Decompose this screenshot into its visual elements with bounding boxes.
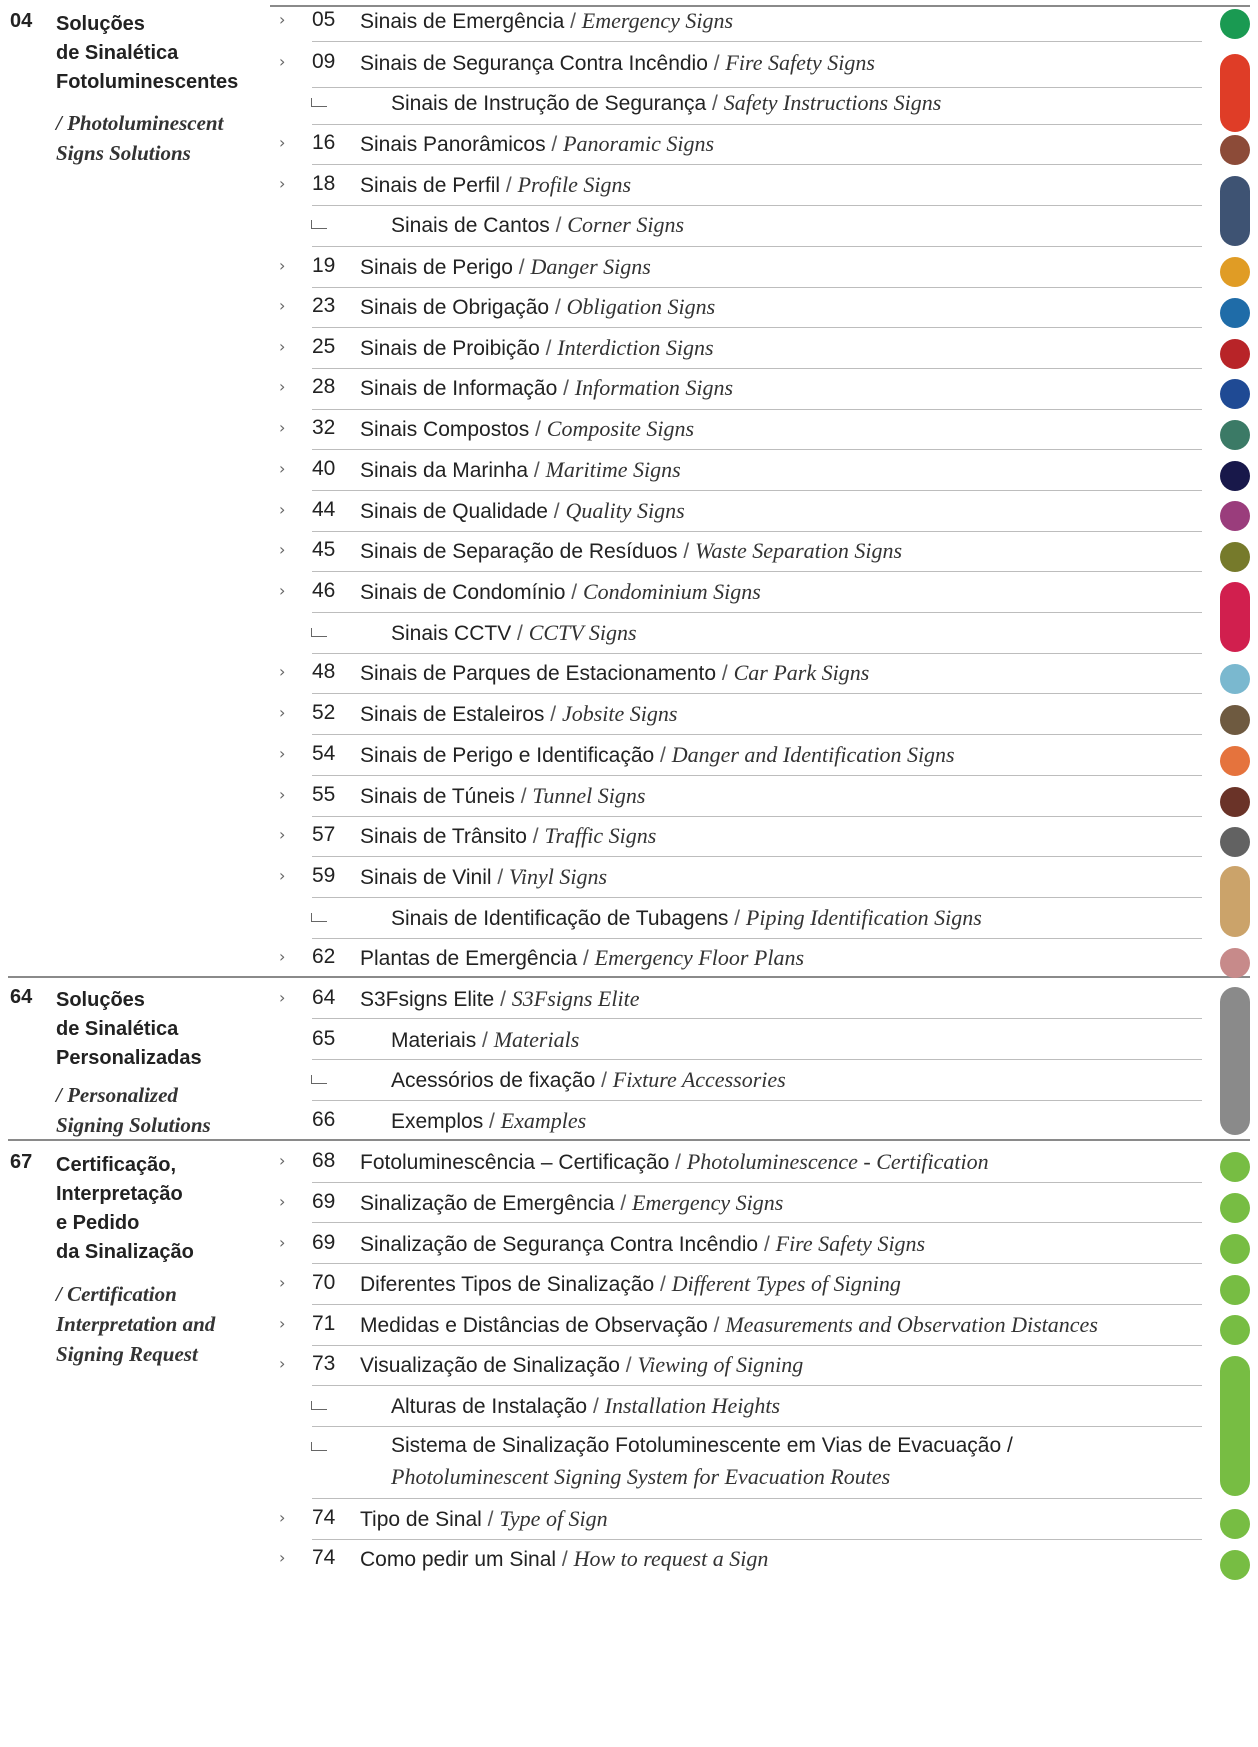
chevron-right-icon: ›	[279, 133, 286, 152]
page-number: 64	[312, 986, 336, 1009]
entry-title-en: Interdiction Signs	[557, 335, 714, 360]
separator-slash: /	[526, 825, 545, 848]
sub-item-corner-icon	[311, 1401, 327, 1410]
separator-slash: /	[758, 1233, 776, 1256]
page-number: 65	[312, 1027, 336, 1050]
category-color-marker	[1220, 705, 1250, 735]
page-number: 69	[312, 1190, 336, 1213]
entry-title-pt: Materiais	[391, 1029, 477, 1052]
separator-slash: /	[587, 1395, 605, 1418]
entry-label	[360, 742, 955, 768]
separator-slash: /	[716, 662, 734, 685]
sub-item-corner-icon	[311, 98, 327, 107]
row-divider	[312, 1059, 1202, 1060]
entry-title-en: Panoramic Signs	[563, 131, 715, 156]
entry-label	[360, 294, 715, 320]
chevron-right-icon: ›	[279, 256, 286, 275]
entry-title-en: Tunnel Signs	[532, 783, 646, 808]
entry-title-en: Measurements and Observation Distances	[725, 1312, 1098, 1337]
sub-item-corner-icon	[311, 913, 327, 922]
entry-label	[391, 620, 637, 646]
row-divider	[312, 816, 1202, 817]
entry-label	[360, 783, 645, 809]
entry-label	[360, 864, 607, 890]
entry-title-en: CCTV Signs	[528, 620, 637, 645]
separator-slash: /	[476, 1029, 494, 1052]
entry-title-pt: Sinais de Identificação de Tubagens	[391, 907, 729, 930]
separator-slash: /	[565, 581, 583, 604]
category-color-marker	[1220, 987, 1250, 1135]
chevron-right-icon: ›	[279, 1151, 286, 1170]
sub-item-corner-icon	[311, 1075, 327, 1084]
entry-label	[360, 457, 681, 483]
entry-title-en: Obligation Signs	[566, 294, 716, 319]
page-number: 74	[312, 1546, 336, 1569]
page-number: 23	[312, 294, 336, 317]
page-number: 52	[312, 701, 336, 724]
row-divider	[312, 490, 1202, 491]
row-divider	[312, 287, 1202, 288]
row-divider	[312, 1426, 1202, 1427]
chevron-right-icon: ›	[279, 1508, 286, 1527]
chevron-right-icon: ›	[279, 1354, 286, 1373]
entry-title-en: Materials	[493, 1027, 580, 1052]
entry-title-en: Safety Instructions Signs	[723, 90, 942, 115]
entry-title-en: Emergency Signs	[581, 8, 734, 33]
entry-title-pt: Sinais de Vinil	[360, 866, 492, 889]
page-number: 46	[312, 579, 336, 602]
entry-title-en: Fire Safety Signs	[725, 50, 875, 75]
entry-title-pt: Sinais de Obrigação	[360, 296, 550, 319]
chevron-right-icon: ›	[279, 1273, 286, 1292]
entry-label	[360, 1190, 783, 1216]
page-number: 62	[312, 945, 336, 968]
chevron-right-icon: ›	[279, 418, 286, 437]
chevron-right-icon: ›	[279, 1548, 286, 1567]
sub-item-corner-icon	[311, 628, 327, 637]
page-number: 55	[312, 783, 336, 806]
chevron-right-icon: ›	[279, 1233, 286, 1252]
entry-title-pt: Sinais de Separação de Resíduos	[360, 540, 678, 563]
entry-title-en: Waste Separation Signs	[695, 538, 903, 563]
separator-slash: /	[614, 1192, 632, 1215]
entry-title-pt: Sinais CCTV	[391, 622, 512, 645]
chevron-right-icon: ›	[279, 540, 286, 559]
chevron-right-icon: ›	[279, 866, 286, 885]
category-color-marker	[1220, 787, 1250, 817]
chevron-right-icon: ›	[279, 1314, 286, 1333]
separator-slash: /	[564, 10, 582, 33]
entry-title-pt: Exemplos	[391, 1110, 484, 1133]
separator-slash: /	[491, 866, 510, 889]
row-divider	[312, 1182, 1202, 1183]
entry-title-en: Emergency Floor Plans	[594, 945, 805, 970]
chevron-right-icon: ›	[279, 662, 286, 681]
entry-title-pt: S3Fsigns Elite	[360, 988, 495, 1011]
entry-title-pt: Alturas de Instalação	[391, 1395, 588, 1418]
separator-slash: /	[654, 1273, 672, 1296]
chevron-right-icon: ›	[279, 52, 286, 71]
category-color-marker	[1220, 339, 1250, 369]
row-divider	[312, 1263, 1202, 1264]
chevron-right-icon: ›	[279, 703, 286, 722]
row-divider	[312, 246, 1202, 247]
entry-title-pt: Sinais de Parques de Estacionamento	[360, 662, 717, 685]
entry-label	[391, 1393, 780, 1419]
row-divider	[312, 612, 1202, 613]
separator-slash: /	[654, 744, 672, 767]
chevron-right-icon: ›	[279, 174, 286, 193]
separator-slash: /	[707, 1314, 726, 1337]
separator-slash: /	[529, 418, 547, 441]
category-color-marker	[1220, 1152, 1250, 1182]
entry-title-pt: Sinais da Marinha	[360, 459, 529, 482]
row-divider	[312, 856, 1202, 857]
row-divider	[312, 1100, 1202, 1101]
separator-slash: /	[557, 377, 575, 400]
entry-label	[391, 1067, 786, 1093]
category-color-marker	[1220, 866, 1250, 937]
entry-title-en: Different Types of Signing	[671, 1271, 901, 1296]
entry-label	[360, 701, 677, 727]
section-number: 64	[10, 986, 33, 1008]
entry-label	[360, 1231, 925, 1257]
separator-slash: /	[577, 947, 595, 970]
entry-title-pt: Sinais de Perigo	[360, 256, 513, 279]
entry-label	[360, 1149, 989, 1175]
entry-title-en: Danger and Identification Signs	[671, 742, 955, 767]
category-color-marker	[1220, 135, 1250, 165]
category-color-marker	[1220, 948, 1250, 978]
entry-title-en: Corner Signs	[567, 212, 685, 237]
section-divider	[8, 976, 1250, 978]
category-color-marker	[1220, 827, 1250, 857]
entry-title-pt: Sinais de Estaleiros	[360, 703, 545, 726]
chevron-right-icon: ›	[279, 10, 286, 29]
entry-title-pt: Sistema de Sinalização Fotoluminescente em Vias de Evacuação /	[391, 1434, 1013, 1457]
separator-slash: /	[549, 296, 567, 319]
page-number: 28	[312, 375, 336, 398]
category-color-marker	[1220, 1356, 1250, 1496]
chevron-right-icon: ›	[279, 825, 286, 844]
entry-title-en: Composite Signs	[546, 416, 695, 441]
entry-title-pt: Diferentes Tipos de Sinalização	[360, 1273, 655, 1296]
row-divider	[312, 87, 1202, 88]
row-divider	[312, 1539, 1202, 1540]
section-title-pt: Certificação, Interpretação e Pedido da Sinalização	[56, 1154, 194, 1263]
entry-title-en: Piping Identification Signs	[745, 905, 982, 930]
page-number: 74	[312, 1506, 336, 1529]
entry-label	[360, 823, 656, 849]
row-divider	[312, 775, 1202, 776]
row-divider	[312, 1304, 1202, 1305]
entry-title-pt: Sinalização de Emergência	[360, 1192, 615, 1215]
category-color-marker	[1220, 176, 1250, 246]
entry-label	[360, 579, 761, 605]
entry-title-en: Profile Signs	[517, 172, 632, 197]
section-title-en: / Photoluminescent Signs Solutions	[56, 111, 224, 165]
entry-title-pt: Medidas e Distâncias de Observação	[360, 1314, 708, 1337]
entry-title-en: Vinyl Signs	[509, 864, 608, 889]
row-divider	[312, 693, 1202, 694]
entry-title-pt: Sinais Compostos	[360, 418, 530, 441]
chevron-right-icon: ›	[279, 337, 286, 356]
separator-slash: /	[500, 174, 518, 197]
page-number: 16	[312, 131, 336, 154]
entry-label	[360, 50, 875, 76]
category-color-marker	[1220, 1193, 1250, 1223]
entry-title-pt: Como pedir um Sinal	[360, 1548, 557, 1571]
separator-slash: /	[728, 907, 746, 930]
row-divider	[312, 41, 1202, 42]
separator-slash: /	[528, 459, 546, 482]
page-number: 45	[312, 538, 336, 561]
category-color-marker	[1220, 379, 1250, 409]
separator-slash: /	[547, 500, 566, 523]
row-divider	[312, 653, 1202, 654]
page-number: 48	[312, 660, 336, 683]
entry-label	[360, 131, 714, 157]
entry-label	[360, 660, 869, 686]
separator-slash: /	[595, 1069, 613, 1092]
separator-slash: /	[481, 1508, 500, 1531]
entry-label	[360, 335, 714, 361]
page-number: 09	[312, 50, 336, 73]
entry-label	[360, 1271, 901, 1297]
section-number: 04	[10, 10, 33, 32]
row-divider	[312, 1498, 1202, 1499]
entry-label	[360, 1546, 768, 1572]
section-title-en: / Personalized Signing Solutions	[56, 1083, 211, 1137]
entry-title-en: Installation Heights	[604, 1393, 781, 1418]
separator-slash: /	[539, 337, 558, 360]
entry-title-pt: Sinalização de Segurança Contra Incêndio	[360, 1233, 759, 1256]
page-number: 19	[312, 254, 336, 277]
page-number: 25	[312, 335, 336, 358]
chevron-right-icon: ›	[279, 785, 286, 804]
entry-title-pt: Sinais de Perfil	[360, 174, 501, 197]
top-divider	[270, 5, 1250, 7]
chevron-right-icon: ›	[279, 459, 286, 478]
entry-title-en: S3Fsigns Elite	[511, 986, 640, 1011]
entry-title-en: Photoluminescence - Certification	[686, 1149, 989, 1174]
entry-title-en: Examples	[500, 1108, 587, 1133]
entry-title-en: Emergency Signs	[632, 1190, 784, 1215]
row-divider	[312, 571, 1202, 572]
entry-title-pt: Sinais de Cantos	[391, 214, 550, 237]
entry-label	[360, 498, 685, 524]
chevron-right-icon: ›	[279, 744, 286, 763]
entry-title-en: Photoluminescent Signing System for Evacuation Routes	[391, 1464, 891, 1489]
entry-title-pt: Visualização de Sinalização	[360, 1354, 620, 1377]
entry-title-pt: Sinais de Segurança Contra Incêndio	[360, 52, 708, 75]
chevron-right-icon: ›	[279, 377, 286, 396]
row-divider	[312, 531, 1202, 532]
separator-slash: /	[677, 540, 696, 563]
entry-title-en: How to request a Sign	[573, 1546, 769, 1571]
page-number: 73	[312, 1352, 336, 1375]
row-divider	[312, 164, 1202, 165]
separator-slash: /	[512, 256, 531, 279]
entry-label	[360, 375, 733, 401]
entry-title-pt: Sinais de Condomínio	[360, 581, 566, 604]
entry-title-en: Maritime Signs	[545, 457, 681, 482]
category-color-marker	[1220, 1234, 1250, 1264]
row-divider	[312, 897, 1202, 898]
category-color-marker	[1220, 9, 1250, 39]
entry-label	[391, 1108, 586, 1134]
entry-title-pt: Sinais de Proibição	[360, 337, 540, 360]
entry-label	[360, 945, 804, 971]
entry-title-en: Condominium Signs	[582, 579, 761, 604]
row-divider	[312, 734, 1202, 735]
row-divider	[312, 1345, 1202, 1346]
category-color-marker	[1220, 54, 1250, 132]
separator-slash: /	[619, 1354, 638, 1377]
entry-title-en: Viewing of Signing	[637, 1352, 804, 1377]
row-divider	[312, 1018, 1202, 1019]
entry-title-pt: Acessórios de fixação	[391, 1069, 596, 1092]
row-divider	[312, 205, 1202, 206]
category-color-marker	[1220, 420, 1250, 450]
category-color-marker	[1220, 746, 1250, 776]
separator-slash: /	[511, 622, 529, 645]
page-number: 69	[312, 1231, 336, 1254]
entry-title-pt: Sinais de Qualidade	[360, 500, 548, 523]
chevron-right-icon: ›	[279, 988, 286, 1007]
category-color-marker	[1220, 1315, 1250, 1345]
page-number: 68	[312, 1149, 336, 1172]
entry-title-en: Quality Signs	[565, 498, 685, 523]
entry-title-en: Traffic Signs	[544, 823, 657, 848]
separator-slash: /	[556, 1548, 574, 1571]
entry-title-en: Type of Sign	[499, 1506, 608, 1531]
entry-title-pt: Tipo de Sinal	[360, 1508, 482, 1531]
row-divider	[312, 1385, 1202, 1386]
entry-title-pt: Sinais de Instrução de Segurança	[391, 92, 707, 115]
section-title-en: / Certification Interpretation and Signing Request	[56, 1282, 216, 1366]
entry-title-en: Fire Safety Signs	[775, 1231, 926, 1256]
separator-slash: /	[494, 988, 512, 1011]
page-number: 40	[312, 457, 336, 480]
section-title-pt: Soluções de Sinalética Fotoluminescentes	[56, 13, 239, 93]
entry-label	[360, 538, 902, 564]
entry-title-pt: Plantas de Emergência	[360, 947, 578, 970]
row-divider	[312, 1222, 1202, 1223]
entry-title-en: Information Signs	[574, 375, 734, 400]
entry-title-en: Danger Signs	[530, 254, 651, 279]
sub-item-corner-icon	[311, 220, 327, 229]
entry-title-pt: Sinais de Túneis	[360, 785, 515, 808]
chevron-right-icon: ›	[279, 947, 286, 966]
category-color-marker	[1220, 298, 1250, 328]
entry-label	[360, 254, 651, 280]
page-number: 66	[312, 1108, 336, 1131]
entry-label	[391, 905, 982, 931]
entry-label	[360, 172, 631, 198]
row-divider	[312, 938, 1202, 939]
row-divider	[312, 409, 1202, 410]
row-divider	[312, 327, 1202, 328]
sub-item-corner-icon	[311, 1442, 327, 1451]
separator-slash: /	[544, 703, 562, 726]
row-divider	[312, 124, 1202, 125]
entry-label	[360, 986, 639, 1012]
category-color-marker	[1220, 664, 1250, 694]
chevron-right-icon: ›	[279, 296, 286, 315]
page-number: 57	[312, 823, 336, 846]
page-number: 05	[312, 8, 336, 31]
entry-label	[360, 416, 694, 442]
separator-slash: /	[545, 133, 564, 156]
chevron-right-icon: ›	[279, 581, 286, 600]
category-color-marker	[1220, 1509, 1250, 1539]
row-divider	[312, 449, 1202, 450]
section-title-pt: Soluções de Sinalética Personalizadas	[56, 989, 202, 1069]
entry-label	[391, 90, 941, 116]
category-color-marker	[1220, 582, 1250, 652]
page-number: 71	[312, 1312, 336, 1335]
category-color-marker	[1220, 1550, 1250, 1580]
separator-slash: /	[514, 785, 533, 808]
category-color-marker	[1220, 501, 1250, 531]
entry-label	[360, 1352, 803, 1378]
category-color-marker	[1220, 461, 1250, 491]
entry-label	[360, 1312, 1098, 1338]
entry-label	[360, 8, 733, 34]
separator-slash: /	[483, 1110, 501, 1133]
page-number: 59	[312, 864, 336, 887]
page-number: 70	[312, 1271, 336, 1294]
entry-title-pt: Sinais Panorâmicos	[360, 133, 546, 156]
entry-title-en: Fixture Accessories	[612, 1067, 786, 1092]
entry-title-pt: Sinais de Trânsito	[360, 825, 527, 848]
category-color-marker	[1220, 542, 1250, 572]
section-number: 67	[10, 1151, 33, 1173]
entry-title-en: Jobsite Signs	[561, 701, 678, 726]
category-color-marker	[1220, 1275, 1250, 1305]
entry-title-pt: Fotoluminescência – Certificação	[360, 1151, 670, 1174]
entry-label	[391, 212, 684, 238]
page-number: 44	[312, 498, 336, 521]
page-number: 32	[312, 416, 336, 439]
chevron-right-icon: ›	[279, 1192, 286, 1211]
entry-label	[360, 1506, 608, 1532]
page-number: 54	[312, 742, 336, 765]
entry-label	[391, 1027, 579, 1053]
section-divider	[8, 1139, 1250, 1141]
category-color-marker	[1220, 257, 1250, 287]
entry-title-pt: Sinais de Informação	[360, 377, 558, 400]
row-divider	[312, 368, 1202, 369]
entry-title-pt: Sinais de Perigo e Identificação	[360, 744, 655, 767]
entry-title-en: Car Park Signs	[733, 660, 870, 685]
entry-label	[391, 1434, 1013, 1490]
entry-title-pt: Sinais de Emergência	[360, 10, 565, 33]
separator-slash: /	[706, 92, 724, 115]
chevron-right-icon: ›	[279, 500, 286, 519]
page-number: 18	[312, 172, 336, 195]
separator-slash: /	[549, 214, 568, 237]
separator-slash: /	[707, 52, 726, 75]
separator-slash: /	[669, 1151, 687, 1174]
